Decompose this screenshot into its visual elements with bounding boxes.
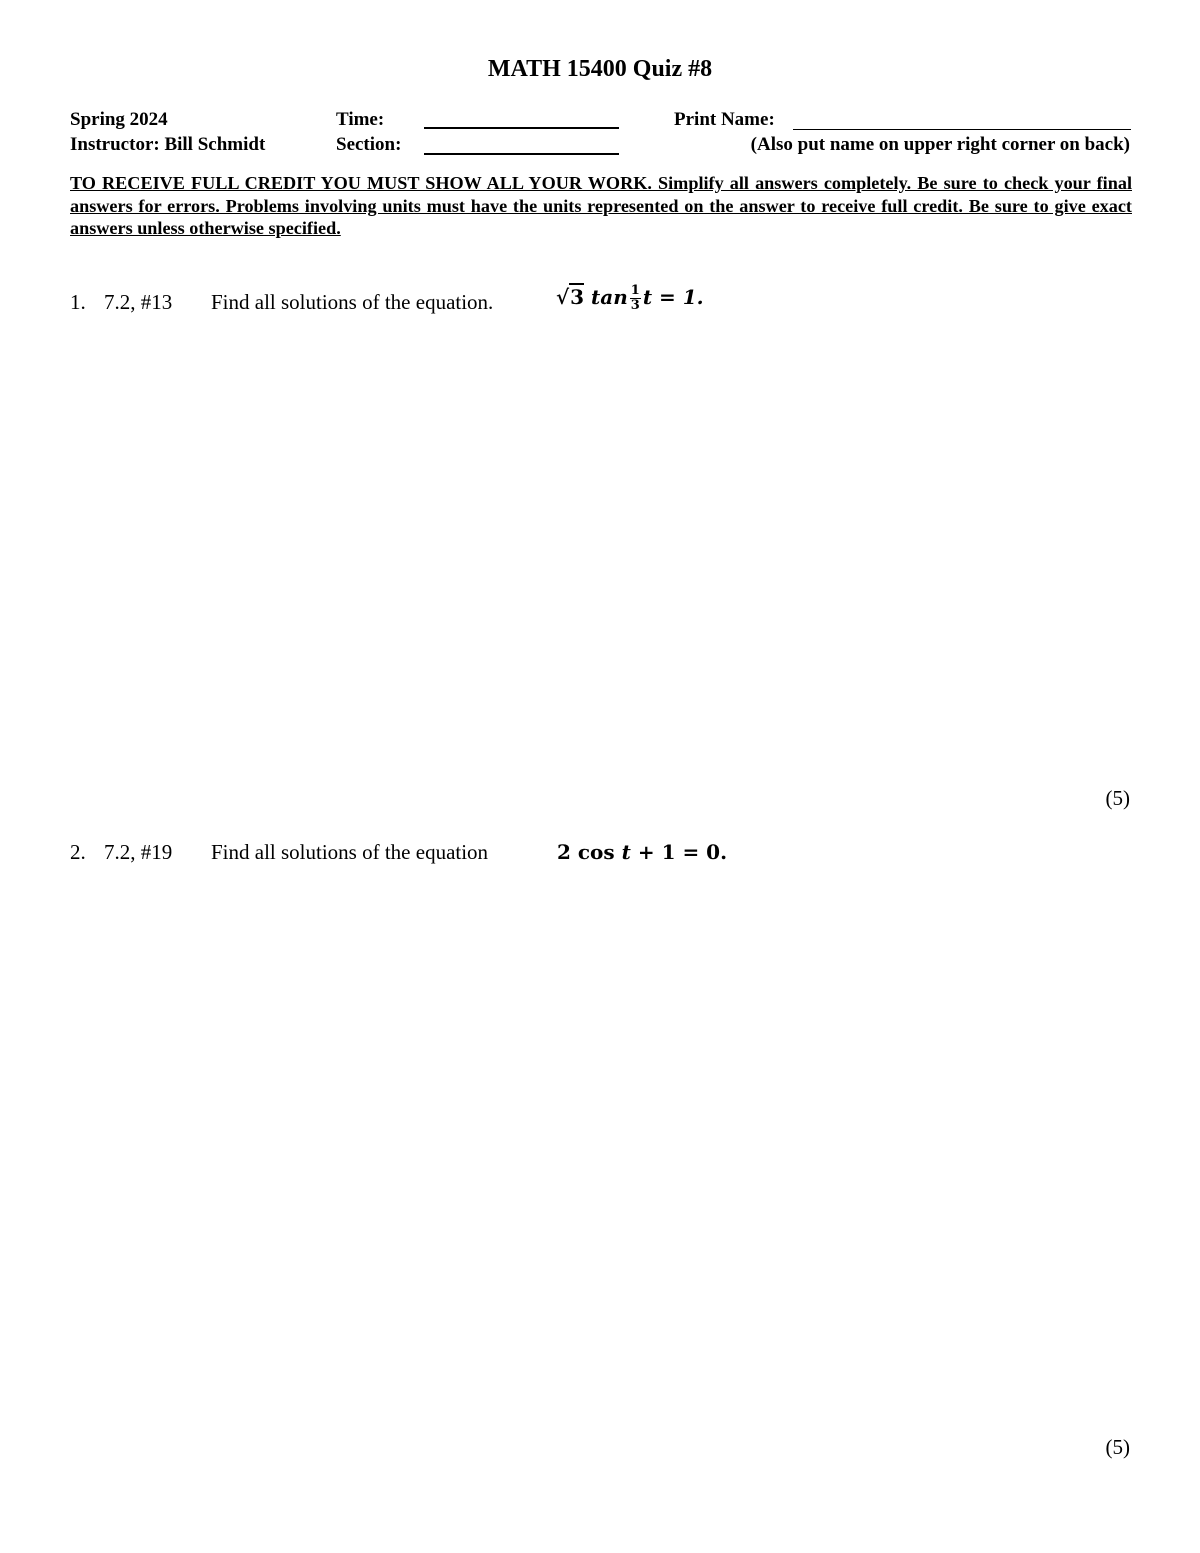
fraction-denominator: 3 [630,298,640,313]
equation-rest: t = 1. [642,285,704,309]
time-blank[interactable] [424,127,619,129]
question-1-prompt: Find all solutions of the equation. [211,290,494,314]
question-1-ref: 7.2, #13 [104,290,173,314]
question-1-points: (5) [1105,786,1130,810]
time-label: Time: [336,109,385,130]
instructions: TO RECEIVE FULL CREDIT YOU MUST SHOW ALL YOUR WORK. Simplify all answers completely. Be sure to check your final answers for errors. Problems involving units must have the units represented on the answer to receive full credit. Be sure to give exact answers unless otherwise specified. [70,173,1132,239]
question-2-number: 2. [70,840,86,864]
term: Spring 2024 [70,109,168,130]
section-label: Section: [336,134,402,155]
tan-func: tan [591,285,628,309]
quiz-title: MATH 15400 Quiz #8 [487,56,713,82]
question-2-prompt: Find all solutions of the equation [211,840,489,864]
question-2-points: (5) [1105,1435,1130,1459]
instructor: Instructor: Bill Schmidt [70,134,266,155]
back-name-note: (Also put name on upper right corner on back) [750,134,1130,155]
question-1-number: 1. [70,290,86,314]
question-2-equation [557,840,727,864]
variable-t: t [621,840,631,864]
radicand: 3 [570,285,585,309]
question-1-equation [556,284,704,313]
print-name-label: Print Name: [674,109,775,130]
print-name-blank[interactable] [793,129,1131,130]
section-blank[interactable] [424,153,619,155]
fraction [630,284,641,313]
question-2-ref: 7.2, #19 [104,840,173,864]
equation-rest: + 1 = 0. [637,840,728,864]
fraction-numerator: 1 [630,283,640,298]
sqrt-symbol: √ [556,285,570,309]
coef-cos: 2 cos [557,840,615,864]
